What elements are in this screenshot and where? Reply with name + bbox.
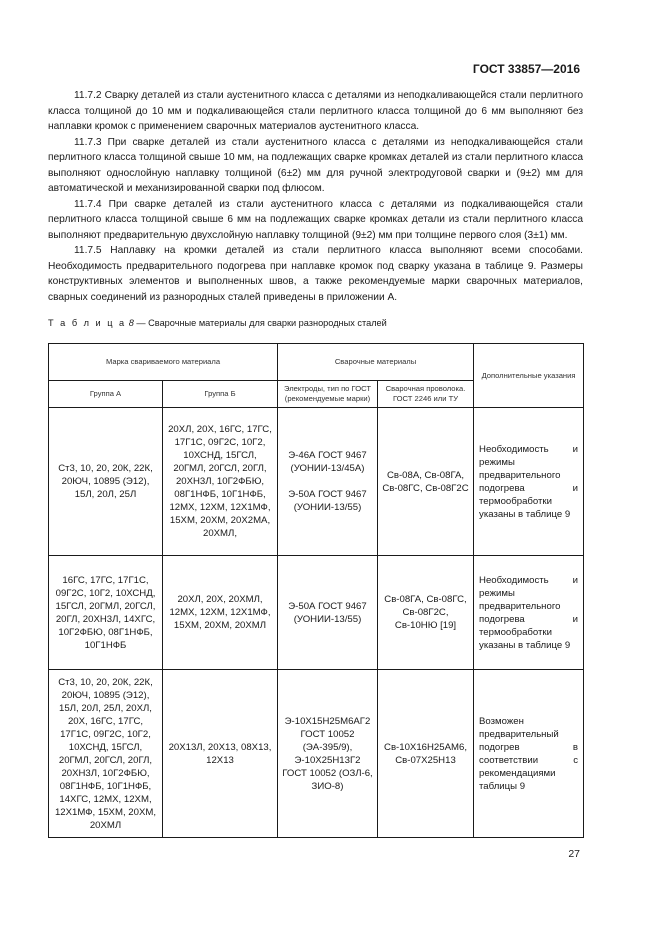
paragraph-11-7-3: 11.7.3 При сварке деталей из стали аустенитного класса с деталями из неподкаливающейся стали перлитного класса толщиной свыше 10 мм, на подлежащих сварке кромках деталей из стали перлитного класса выполняют однослойную наплавку толщиной (6±2) мм для ручной электродуговой сварки и (9±2) мм для автоматической и механизированной сварки под флюсом.: [48, 136, 583, 194]
table-caption-label: Т а б л и ц а: [48, 318, 127, 328]
cell-notes: Возможен предварительный подогрев в соответствии с рекомендациями таблицы 9: [474, 670, 584, 838]
page-number: 27: [568, 848, 580, 860]
table-header-row: [49, 344, 584, 381]
cell-wire: Св-08А, Св-08ГА, Св-08ГС, Св-08Г2С: [378, 408, 474, 556]
document-header: [60, 62, 580, 76]
welding-materials-table: [48, 343, 584, 838]
header-wire: Сварочная проволока. ГОСТ 2246 или ТУ: [378, 381, 474, 408]
header-mark: Марка свариваемого материала: [49, 344, 278, 381]
header-welding-materials: Сварочные материалы: [278, 344, 474, 381]
table-caption-number: 8: [128, 318, 134, 328]
header-electrodes: Электроды, тип по ГОСТ (рекомендуемые марки): [278, 381, 378, 408]
body-text: [48, 88, 583, 305]
header-group-b: Группа Б: [163, 381, 278, 408]
cell-electrodes: Э-46А ГОСТ 9467 (УОНИИ-13/45А) Э-50А ГОСТ 9467 (УОНИИ-13/55): [278, 408, 378, 556]
cell-group-b: 20Х13Л, 20Х13, 08Х13, 12Х13: [163, 670, 278, 838]
cell-notes: Необходимость и режимы предварительного подогрева и термообработки указаны в таблице 9: [474, 408, 584, 556]
header-group-a: Группа А: [49, 381, 163, 408]
table-row: [49, 408, 584, 556]
cell-wire: Св-10Х16Н25АМ6, Св-07Х25Н13: [378, 670, 474, 838]
cell-group-b: 20ХЛ, 20Х, 16ГС, 17ГС, 17Г1С, 09Г2С, 10Г2, 10ХСНД, 15ГСЛ, 20ГМЛ, 20ГСЛ, 20ГЛ, 20ХН3Л, 10Г2ФБЮ, 08Г1НФБ, 10Г1НФБ, 12МХ, 12ХМ, 12Х1МФ, 15ХМ, 20ХМ, 20Х2МА, 20ХМЛ,: [163, 408, 278, 556]
paragraph-11-7-2: 11.7.2 Сварку деталей из стали аустенитного класса с деталями из неподкаливающейся стали перлитного класса толщиной до 10 мм и подкаливающейся стали перлитного класса толщиной до 6 мм выполняют без наплавки кромок с применением сварочных материалов аустенитного класса.: [48, 90, 583, 132]
cell-electrodes: Э-10Х15Н25М6АГ2 ГОСТ 10052 (ЭА-395/9), Э-10Х25Н13Г2 ГОСТ 10052 (ОЗЛ-6, ЗИО-8): [278, 670, 378, 838]
table-caption: [48, 318, 583, 328]
table-row: [49, 556, 584, 670]
table-row: [49, 670, 584, 838]
paragraph-11-7-4: 11.7.4 При сварке деталей из стали аустенитного класса с деталями из подкаливающейся стали перлитного класса толщиной свыше 6 мм на подлежащих сварке кромках детали из стали перлитного класса выполняют предварительную двухслойную наплавку толщиной (9±2) мм при толщине первого слоя (3±1) мм.: [48, 198, 583, 241]
standard-code: ГОСТ 33857—2016: [472, 62, 580, 76]
cell-wire: Св-08ГА, Св-08ГС, Св-08Г2С, Св-10НЮ [19]: [378, 556, 474, 670]
cell-electrodes: Э-50А ГОСТ 9467 (УОНИИ-13/55): [278, 556, 378, 670]
cell-group-a: Ст3, 10, 20, 20К, 22К, 20ЮЧ, 10895 (Э12), 15Л, 20Л, 25Л: [49, 408, 163, 556]
paragraph-11-7-5: 11.7.5 Наплавку на кромки деталей из стали перлитного класса выполняют всеми способами. Необходимость предварительного подогрева при наплавке кромок под сварку указана в таблице 9. Размеры конструктивных элементов и выполненных швов, а также рекомендуемые марки сварочных материалов, сварных соединений из разнородных сталей приведены в приложении А.: [48, 245, 583, 303]
header-notes: Дополнительные указания: [474, 344, 584, 408]
table-caption-text: — Сварочные материалы для сварки разнородных сталей: [133, 318, 387, 328]
cell-group-a: Ст3, 10, 20, 20К, 22К, 20ЮЧ, 10895 (Э12), 15Л, 20Л, 25Л, 20ХЛ, 20Х, 16ГС, 17ГС, 17Г1С, 09Г2С, 10Г2, 10ХСНД, 15ГСЛ, 20ГМЛ, 20ГСЛ, 20ГЛ, 20ХН3Л, 10Г2ФБЮ, 08Г1НФБ, 10Г1НФБ, 14ХГС, 12МХ, 12ХМ, 12Х1МФ, 15ХМ, 20ХМ, 20ХМЛ: [49, 670, 163, 838]
cell-group-b: 20ХЛ, 20Х, 20ХМЛ, 12МХ, 12ХМ, 12Х1МФ, 15ХМ, 20ХМ, 20ХМЛ: [163, 556, 278, 670]
cell-notes: Необходимость и режимы предварительного подогрева и термообработки указаны в таблице 9: [474, 556, 584, 670]
cell-group-a: 16ГС, 17ГС, 17Г1С, 09Г2С, 10Г2, 10ХСНД, 15ГСЛ, 20ГМЛ, 20ГСЛ, 20ГЛ, 20ХН3Л, 14ХГС, 10Г2ФБЮ, 08Г1НФБ, 10Г1НФБ: [49, 556, 163, 670]
